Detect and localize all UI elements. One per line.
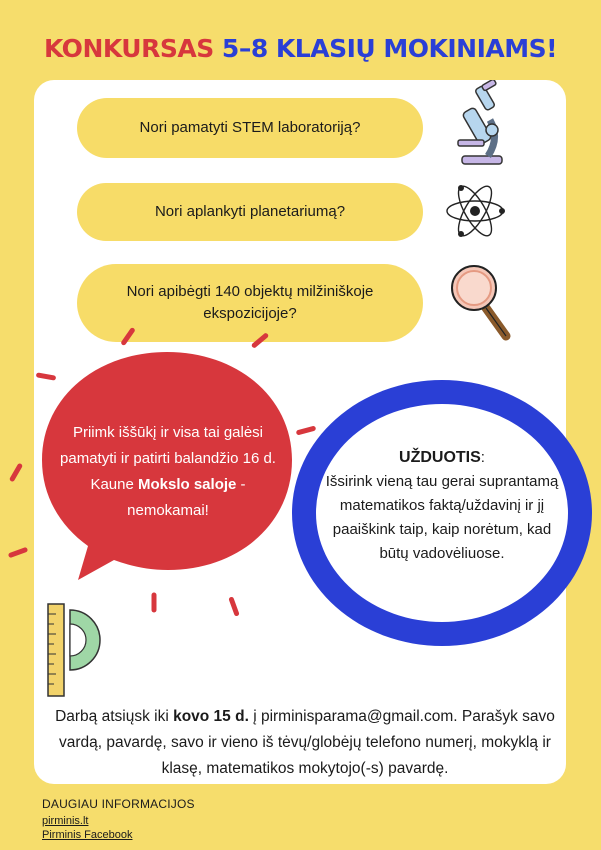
question-planetarium [77, 183, 423, 241]
ray-decoration [9, 463, 23, 483]
link-pirminis-facebook[interactable]: Pirminis Facebook [42, 829, 133, 841]
submission-text-part: į pirminisparama@gmail.com. Parašyk savo vardą, pavardę, savo ir vieno iš tėvų/globėjų telefono numerį, mokyklą ir klasę, matematikos mokytojo(-s) pavardę. [59, 708, 555, 777]
submission-text-part: Darbą atsiųsk iki [55, 708, 174, 725]
task-body: Išsirink vieną tau gerai suprantamą matematikos faktą/uždavinį ir jį paaiškink taip, kaip norėtum, kad būtų vadovėliuose. [325, 473, 559, 562]
question-text: Nori pamatyti STEM laboratoriją? [139, 119, 361, 136]
challenge-text [52, 420, 284, 524]
ruler-protractor-icon [46, 602, 110, 698]
question-text: Nori aplankyti planetariumą? [154, 203, 346, 220]
submission-instructions [50, 704, 560, 782]
page-title [0, 34, 601, 63]
question-stem-lab [77, 98, 423, 158]
challenge-text-part: - nemokamai! [127, 476, 246, 519]
ray-decoration [8, 547, 29, 559]
submission-deadline: kovo 15 d. [173, 708, 249, 725]
title-part-konkursas: KONKURSAS [43, 34, 222, 63]
magnifier-icon [448, 262, 514, 342]
question-text: Nori apibėgti 140 objektų milžiniškoje ekspozicijoje? [126, 283, 374, 322]
challenge-location: Mokslo saloje [138, 476, 237, 493]
title-part-grades: 5–8 KLASIŲ MOKINIAMS! [221, 34, 558, 63]
challenge-text-part: Priimk iššūkį ir visa tai galėsi pamatyti ir patirti balandžio 16 d. Kaune [60, 424, 276, 493]
link-pirminis-lt[interactable]: pirminis.lt [42, 815, 89, 827]
task-block [318, 446, 566, 566]
microscope-icon [452, 80, 508, 166]
more-info-label: DAUGIAU INFORMACIJOS [42, 797, 195, 811]
atom-icon [444, 180, 506, 242]
task-colon: : [480, 449, 485, 466]
ray-decoration [152, 593, 157, 613]
task-heading: UŽDUOTIS [399, 449, 481, 466]
